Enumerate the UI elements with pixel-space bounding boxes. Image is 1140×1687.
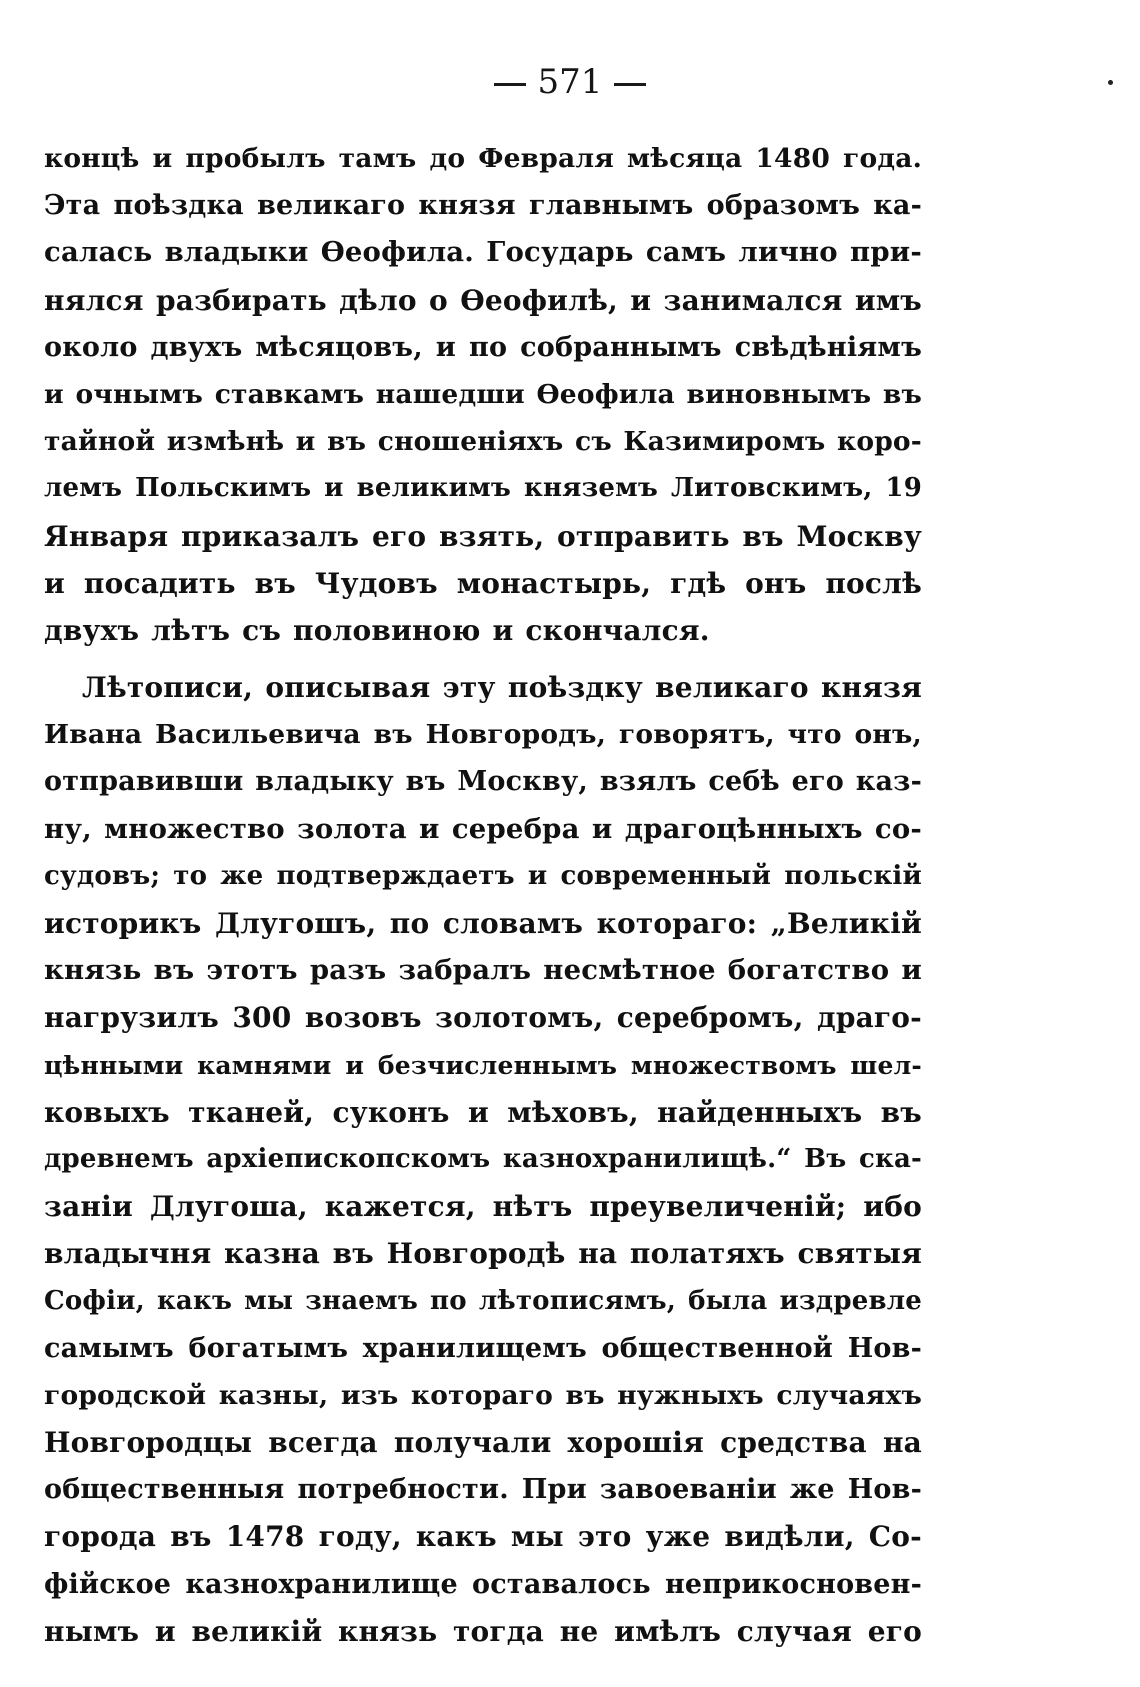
- text-line: ну, множество золота и серебра и драгоцѣнныхъ со-: [44, 812, 922, 845]
- text-line: заніи Длугоша, кажется, нѣтъ преувеличеній; ибо: [44, 1190, 922, 1224]
- text-line: фійское казнохранилище оставалось неприкосновен-: [44, 1568, 922, 1600]
- paragraph-gap: [44, 654, 922, 664]
- print-speck: [1108, 80, 1113, 85]
- text-line: около двухъ мѣсяцовъ, и по собраннымъ свѣдѣніямъ: [44, 331, 922, 363]
- text-line: нялся разбирать дѣло о Ѳеофилѣ, и занимался имъ: [44, 283, 922, 317]
- body-text: [44, 135, 922, 1655]
- text-line: лемъ Польскимъ и великимъ княземъ Литовскимъ, 19: [44, 473, 922, 504]
- text-line: салась владыки Ѳеофила. Государь самъ лично при-: [44, 236, 922, 269]
- text-line: Января приказалъ его взять, отправить въ Москву: [44, 519, 922, 553]
- text-line: Эта поѣздка великаго князя главнымъ образомъ ка-: [44, 190, 922, 222]
- text-line: Софіи, какъ мы знаемъ по лѣтописямъ, была издревле: [44, 1285, 922, 1316]
- page-number: 571: [537, 62, 603, 102]
- text-line: владычня казна въ Новгородѣ на полатяхъ святыя: [44, 1237, 922, 1271]
- text-line: и посадить въ Чудовъ монастырь, гдѣ онъ послѣ: [44, 566, 922, 600]
- text-line: историкъ Длугошъ, по словамъ котораго: „Великій: [44, 907, 922, 940]
- text-line: самымъ богатымъ хранилищемъ общественной Нов-: [44, 1332, 922, 1364]
- text-line: Новгородцы всегда получали хорошія средства на: [44, 1426, 922, 1460]
- text-line: Лѣтописи, описывая эту поѣздку великаго князя: [82, 671, 922, 705]
- text-line: и очнымъ ставкамъ нашедши Ѳеофила виновнымъ въ: [44, 378, 922, 410]
- text-line: нымъ и великій князь тогда не имѣлъ случая его: [44, 1614, 922, 1648]
- header-dash-left: [494, 83, 526, 86]
- text-line: общественныя потребности. При завоеваніи же Нов-: [44, 1474, 922, 1506]
- text-line: тайной измѣнѣ и въ сношеніяхъ съ Казимиромъ коро-: [44, 426, 922, 458]
- text-line: древнемъ архіепископскомъ казнохранилищѣ.“ Въ ска-: [44, 1143, 922, 1174]
- paragraph: [44, 135, 922, 654]
- text-line: городской казны, изъ котораго въ нужныхъ случаяхъ: [44, 1379, 922, 1411]
- text-line: судовъ; то же подтверждаетъ и современный польскій: [44, 860, 922, 891]
- text-line: цѣнными камнями и безчисленнымъ множествомъ шел-: [44, 1050, 922, 1080]
- text-line: двухъ лѣтъ съ половиною и скончался.: [44, 613, 710, 647]
- text-line: князь въ этотъ разъ забралъ несмѣтное богатство и: [44, 954, 922, 987]
- header-dash-right: [614, 83, 646, 86]
- text-line: отправивши владыку въ Москву, взялъ себѣ его каз-: [44, 766, 922, 798]
- page-header: [0, 62, 1140, 102]
- text-line: нагрузилъ 300 возовъ золотомъ, серебромъ, драго-: [44, 1001, 922, 1035]
- text-line: города въ 1478 году, какъ мы это уже видѣли, Со-: [44, 1520, 922, 1554]
- paragraph: [44, 664, 922, 1655]
- text-line: ковыхъ тканей, суконъ и мѣховъ, найденныхъ въ: [44, 1095, 922, 1129]
- text-line: концѣ и пробылъ тамъ до Февраля мѣсяца 1480 года.: [44, 143, 922, 174]
- text-line: Ивана Васильевича въ Новгородъ, говорятъ, что онъ,: [44, 719, 922, 751]
